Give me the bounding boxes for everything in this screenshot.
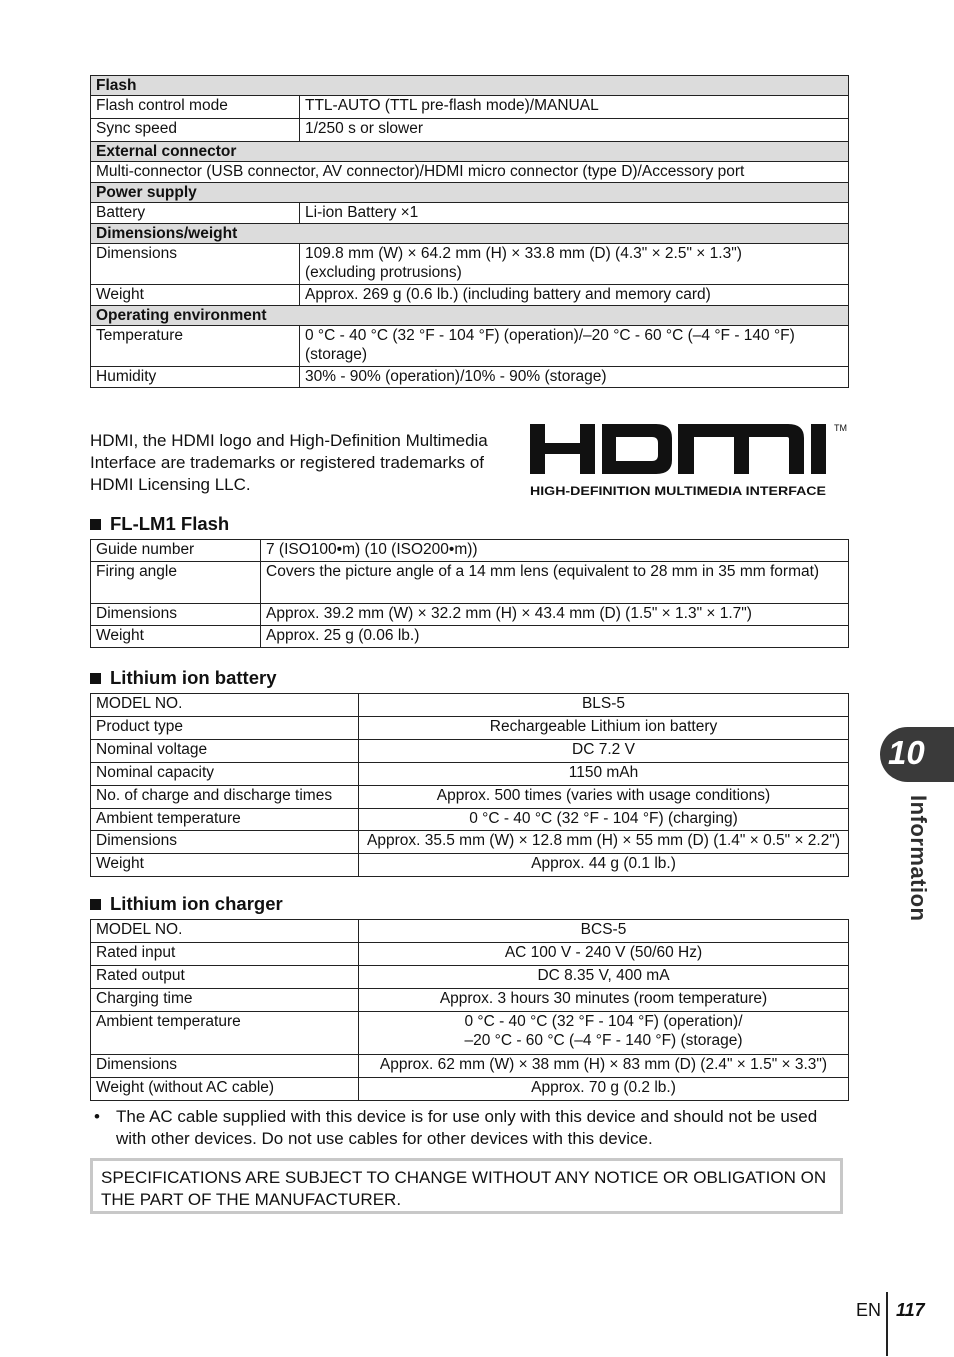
- temperature-value: [300, 326, 849, 367]
- row-value: 1150 mAh: [359, 763, 849, 786]
- hdmi-trademark-text: HDMI, the HDMI logo and High-Definition Multimedia Interface are trademarks or registered trademarks of HDMI Licensing LLC.: [90, 431, 488, 494]
- power-header-row: [91, 183, 849, 203]
- table-row: [91, 604, 849, 626]
- table-row: [91, 285, 849, 306]
- table-row: [91, 326, 849, 367]
- square-bullet-icon: [90, 519, 101, 530]
- table-row: [91, 540, 849, 562]
- row-value: Approx. 500 times (varies with usage conditions): [359, 786, 849, 809]
- table-row: [91, 162, 849, 183]
- temperature-value-line2: (storage): [305, 346, 368, 363]
- charger-section-heading: [90, 893, 283, 915]
- row-label: Dimensions: [91, 831, 359, 854]
- row-value: 0 °C - 40 °C (32 °F - 104 °F) (charging): [359, 809, 849, 831]
- row-value: DC 8.35 V, 400 mA: [359, 966, 849, 989]
- flash-control-label: Flash control mode: [91, 96, 300, 119]
- table-row: [91, 1012, 849, 1055]
- table-row: [91, 854, 849, 877]
- row-label: Weight (without AC cable): [91, 1078, 359, 1101]
- row-label: Nominal capacity: [91, 763, 359, 786]
- row-value: Approx. 70 g (0.2 lb.): [359, 1078, 849, 1101]
- env-header-row: [91, 306, 849, 326]
- table-row: [91, 694, 849, 717]
- row-value: [359, 1012, 849, 1055]
- row-label: Ambient temperature: [91, 1012, 359, 1055]
- row-label: Ambient temperature: [91, 809, 359, 831]
- row-label: Product type: [91, 717, 359, 740]
- row-value: Covers the picture angle of a 14 mm lens (equivalent to 28 mm in 35 mm format): [261, 562, 849, 604]
- table-row: [91, 626, 849, 648]
- row-label: Nominal voltage: [91, 740, 359, 763]
- table-row: [91, 367, 849, 388]
- bullet-symbol: •: [94, 1107, 100, 1126]
- table-row: [91, 763, 849, 786]
- ac-cable-note-text: The AC cable supplied with this device is for use only with this device and should not be used with other devices. Do not use cables for other devices with this device.: [116, 1107, 818, 1148]
- battery-section-title: Lithium ion battery: [110, 667, 277, 688]
- sync-label: Sync speed: [91, 119, 300, 142]
- row-label: Weight: [91, 854, 359, 877]
- row-value: BCS-5: [359, 920, 849, 943]
- square-bullet-icon: [90, 673, 101, 684]
- humidity-value: 30% - 90% (operation)/10% - 90% (storage): [300, 367, 849, 388]
- row-value-line2: –20 °C - 60 °C (–4 °F - 140 °F) (storage): [464, 1032, 743, 1049]
- row-label: Dimensions: [91, 1055, 359, 1078]
- row-label: No. of charge and discharge times: [91, 786, 359, 809]
- row-value: Approx. 39.2 mm (W) × 32.2 mm (H) × 43.4 mm (D) (1.5" × 1.3" × 1.7"): [261, 604, 849, 626]
- dimensions-value-line2: (excluding protrusions): [305, 264, 462, 281]
- flash-section-title: FL-LM1 Flash: [110, 513, 230, 534]
- specs-table: [90, 75, 849, 388]
- temperature-label: Temperature: [91, 326, 300, 367]
- row-label: MODEL NO.: [91, 694, 359, 717]
- table-row: [91, 1055, 849, 1078]
- row-value: BLS-5: [359, 694, 849, 717]
- row-value-line1: 0 °C - 40 °C (32 °F - 104 °F) (operation)/: [464, 1013, 743, 1030]
- charger-section-title: Lithium ion charger: [110, 893, 283, 914]
- external-connector-value: Multi-connector (USB connector, AV connector)/HDMI micro connector (type D)/Accessory port: [91, 162, 849, 183]
- table-row: [91, 786, 849, 809]
- hdmi-logo-tagline: HIGH-DEFINITION MULTIMEDIA INTERFACE: [530, 486, 827, 498]
- page-number: 117: [896, 1300, 925, 1320]
- table-row: [91, 1078, 849, 1101]
- table-row: [91, 831, 849, 854]
- row-value: Approx. 62 mm (W) × 38 mm (H) × 83 mm (D) (2.4" × 1.5" × 3.3"): [359, 1055, 849, 1078]
- row-label: Rated output: [91, 966, 359, 989]
- flash-table: [90, 539, 849, 648]
- battery-value: Li-ion Battery ×1: [300, 203, 849, 224]
- table-row: [91, 989, 849, 1012]
- row-value: Rechargeable Lithium ion battery: [359, 717, 849, 740]
- square-bullet-icon: [90, 899, 101, 910]
- row-label: Dimensions: [91, 604, 261, 626]
- row-label: Firing angle: [91, 562, 261, 604]
- battery-table: [90, 693, 849, 877]
- row-value: Approx. 35.5 mm (W) × 12.8 mm (H) × 55 mm (D) (1.4" × 0.5" × 2.2"): [359, 831, 849, 854]
- weight-label: Weight: [91, 285, 300, 306]
- weight-value: Approx. 269 g (0.6 lb.) (including battery and memory card): [300, 285, 849, 306]
- table-row: [91, 203, 849, 224]
- row-label: Rated input: [91, 943, 359, 966]
- row-value: Approx. 25 g (0.06 lb.): [261, 626, 849, 648]
- row-label: Weight: [91, 626, 261, 648]
- specifications-notice: SPECIFICATIONS ARE SUBJECT TO CHANGE WITHOUT ANY NOTICE OR OBLIGATION ON THE PART OF THE MANUFACTURER.: [90, 1158, 843, 1214]
- row-value: Approx. 3 hours 30 minutes (room temperature): [359, 989, 849, 1012]
- temperature-value-line1: 0 °C - 40 °C (32 °F - 104 °F) (operation)/–20 °C - 60 °C (–4 °F - 140 °F): [305, 327, 795, 344]
- hdmi-tm-mark: TM: [834, 423, 847, 433]
- table-row: [91, 966, 849, 989]
- row-value: 7 (ISO100•m) (10 (ISO200•m)): [261, 540, 849, 562]
- hdmi-logo: [528, 418, 854, 502]
- footer-language: EN: [856, 1300, 882, 1320]
- table-row: [91, 244, 849, 285]
- row-value: Approx. 44 g (0.1 lb.): [359, 854, 849, 877]
- power-supply-header: Power supply: [91, 183, 849, 203]
- flash-header: Flash: [91, 76, 849, 96]
- table-row: [91, 562, 849, 604]
- row-value: DC 7.2 V: [359, 740, 849, 763]
- ext-header-row: [91, 142, 849, 162]
- footer-divider: [886, 1292, 888, 1356]
- flash-section-heading: [90, 513, 229, 535]
- table-row: [91, 943, 849, 966]
- row-label: Guide number: [91, 540, 261, 562]
- dimensions-weight-header: Dimensions/weight: [91, 224, 849, 244]
- table-row: [91, 740, 849, 763]
- flash-header-row: [91, 76, 849, 96]
- table-row: [91, 717, 849, 740]
- row-value: AC 100 V - 240 V (50/60 Hz): [359, 943, 849, 966]
- humidity-label: Humidity: [91, 367, 300, 388]
- table-row: [91, 809, 849, 831]
- chapter-number: 10: [888, 734, 925, 771]
- chapter-label: Information: [906, 795, 931, 922]
- table-row: [91, 920, 849, 943]
- operating-environment-header: Operating environment: [91, 306, 849, 326]
- external-connector-header: External connector: [91, 142, 849, 162]
- sync-value: 1/250 s or slower: [300, 119, 849, 142]
- row-label: Charging time: [91, 989, 359, 1012]
- dimensions-label: Dimensions: [91, 244, 300, 285]
- battery-section-heading: [90, 667, 277, 689]
- battery-label: Battery: [91, 203, 300, 224]
- dim-header-row: [91, 224, 849, 244]
- flash-control-value: TTL-AUTO (TTL pre-flash mode)/MANUAL: [300, 96, 849, 119]
- dimensions-value: [300, 244, 849, 285]
- dimensions-value-line1: 109.8 mm (W) × 64.2 mm (H) × 33.8 mm (D) (4.3" × 2.5" × 1.3"): [305, 245, 742, 262]
- charger-table: [90, 919, 849, 1101]
- table-row: [91, 119, 849, 142]
- ac-cable-note: [94, 1106, 844, 1150]
- row-label: MODEL NO.: [91, 920, 359, 943]
- table-row: [91, 96, 849, 119]
